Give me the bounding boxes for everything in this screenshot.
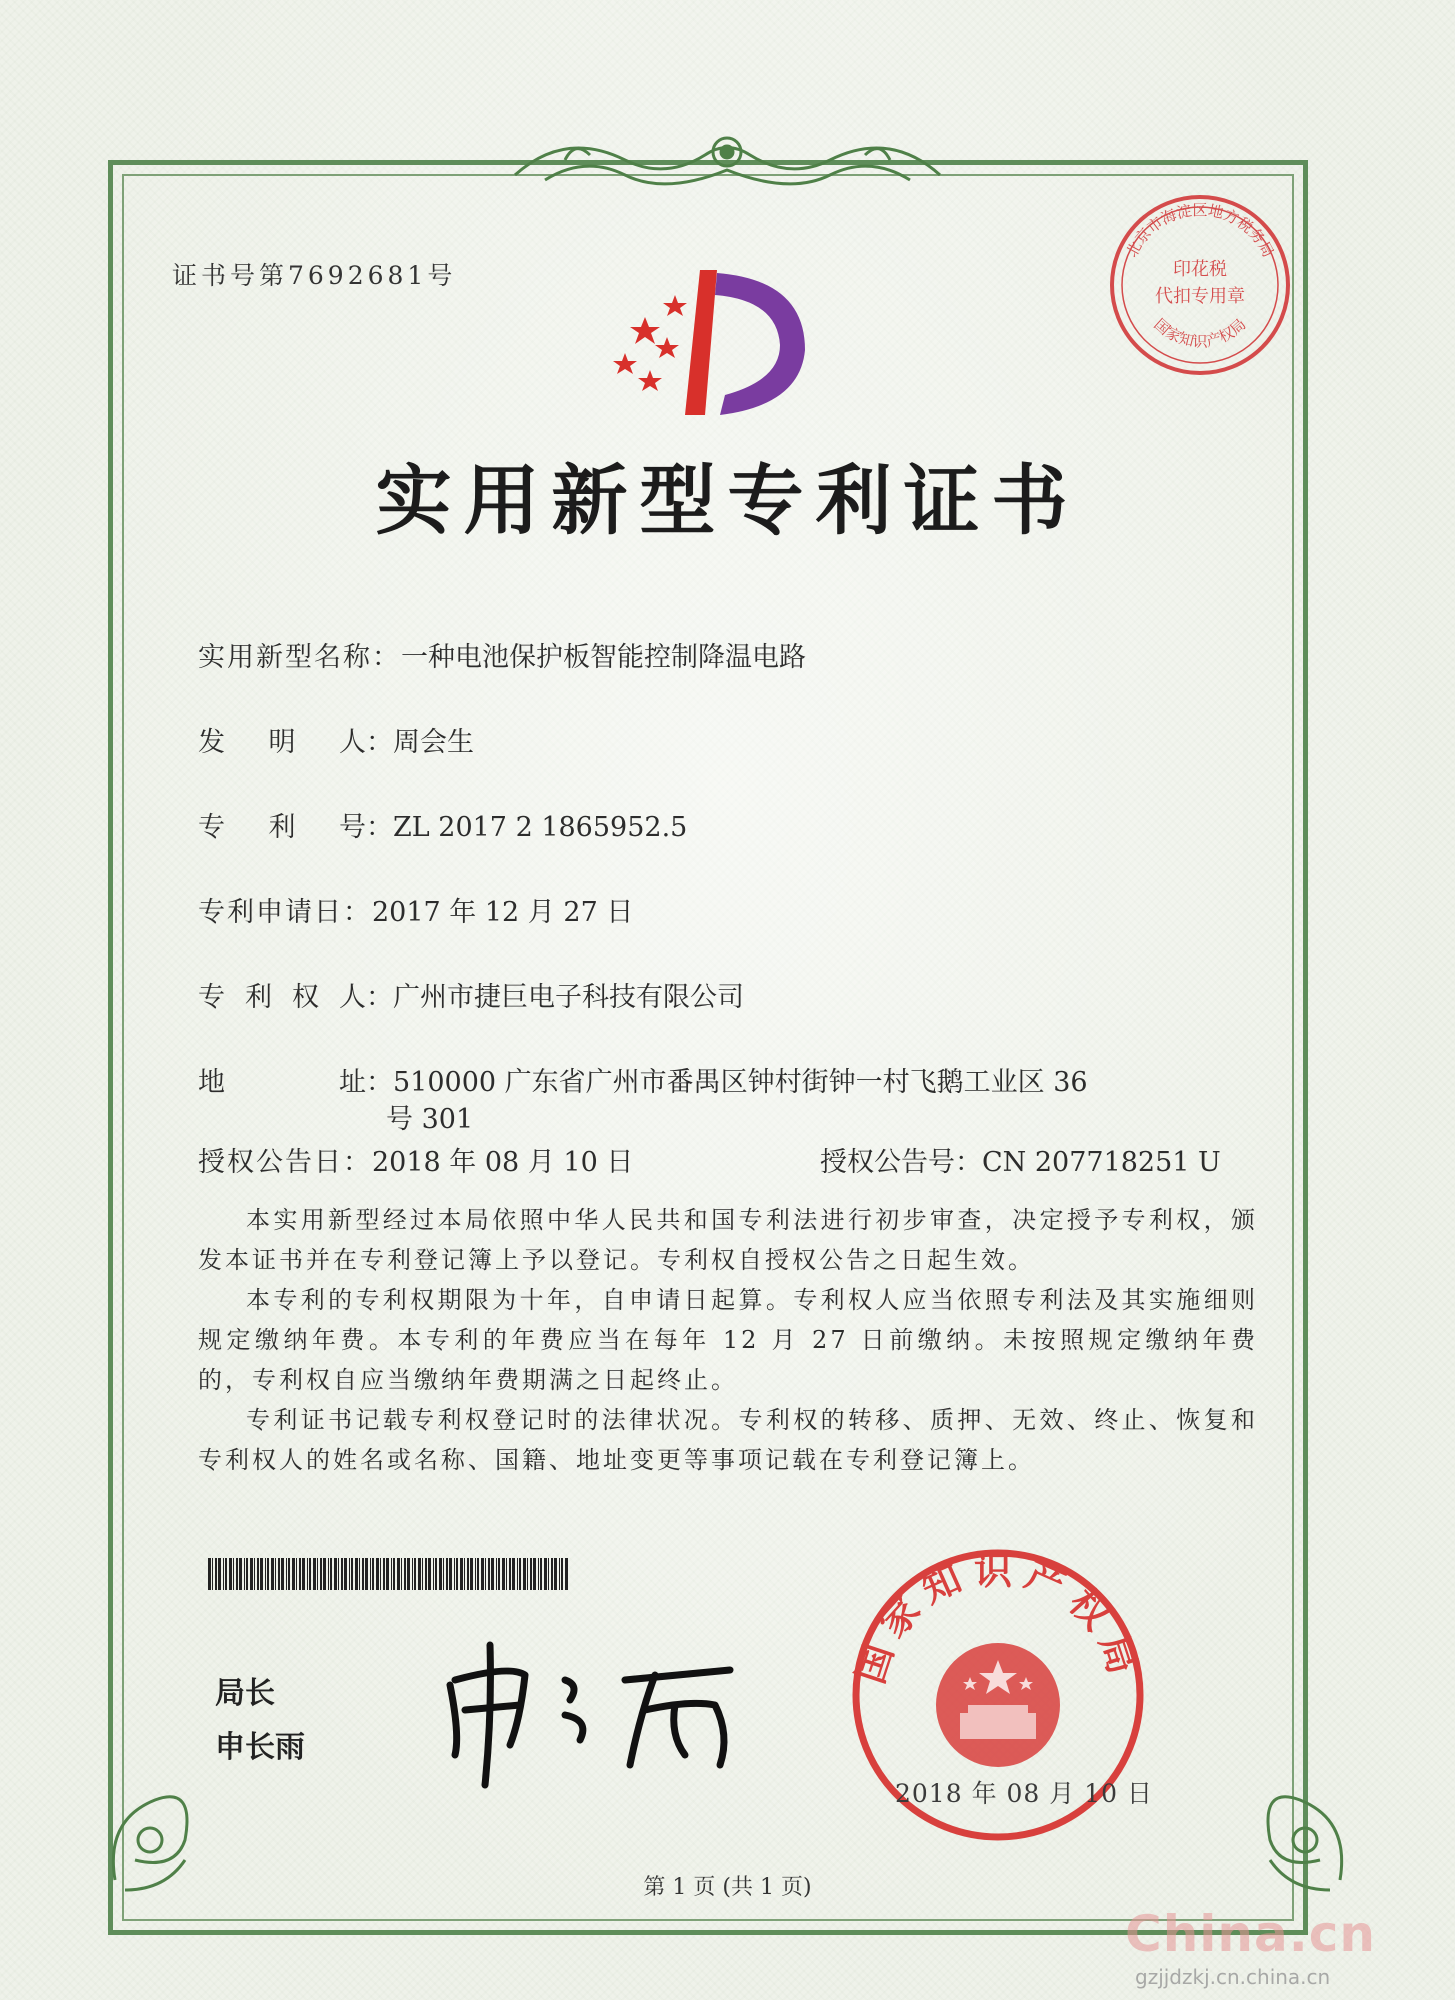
seal-text: 国家知识产权局 [848,1548,1148,1689]
inventor-label-char: 发 [198,727,225,758]
seal-date: 2018 年 08 月 10 日 [895,1779,1153,1808]
grant-date-value: 2018 年 08 月 10 日 [372,1147,634,1178]
patentee-value: 广州市捷巨电子科技有限公司 [393,982,744,1013]
page-number: 第 1 页 (共 1 页) [643,1875,812,1900]
patent-number-label-char: 利 [268,812,296,843]
field-application-date [198,890,633,929]
watermark-url: gzjjdzkj.cn.china.cn [1135,1965,1331,1989]
tax-stamp-line1: 印花税 [1173,259,1227,280]
director-name: 申长雨 [215,1730,305,1765]
national-emblem-icon [936,1643,1060,1767]
grant-publication-label: 授权公告号： [820,1147,982,1178]
patent-number-label [198,805,366,844]
field-patentee: 专 利 权 人 ：广州市捷巨电子科技有限公司 [198,975,744,1014]
barcode [208,1558,568,1590]
grant-publication-value: CN 207718251 U [982,1147,1221,1178]
svg-text:国家知识产权局 [1151,315,1250,350]
certificate-body [198,1200,1258,1480]
patentee-label-char: 专 [198,982,225,1013]
grant-date-label: 授权公告日： [198,1147,372,1178]
tax-stamp [1105,190,1295,380]
body-paragraph: 本实用新型经过本局依照中华人民共和国专利法进行初步审查，决定授予专利权，颁发本证书并在专利登记簿上予以登记。专利权自授权公告之日起生效。 [198,1206,1258,1274]
director-title: 局长 [215,1676,275,1711]
inventor-label [198,720,366,759]
tax-stamp-outer-text: 北京市海淀区地方税务局 [1122,201,1278,261]
inventor-label-char: 明 [268,727,296,758]
patent-number-label-char: 专 [198,812,225,843]
body-paragraph: 本专利的专利权期限为十年，自申请日起算。专利权人应当依照专利法及其实施细则规定缴纳年费。本专利的年费应当在每年 12 月 27 日前缴纳。未按照规定缴纳年费的，专利权自应当缴纳年费期满之日起终止。 [198,1286,1258,1394]
tax-stamp-bottom-text: 国家知识产权局 [1150,315,1250,351]
address-label-char: 地 [198,1067,225,1098]
certificate-number: 证书号第7692681号 [172,261,457,290]
patent-office-logo [605,255,830,430]
patentee-label-char: 权 [292,982,319,1013]
field-grant-publication-number [820,1140,1221,1179]
utility-model-name-label: 实用新型名称： [198,642,401,673]
address-line1: 510000 广东省广州市番禺区钟村街钟一村飞鹅工业区 36 [393,1067,1088,1098]
address-label-char: 址 [339,1067,366,1098]
inventor-label-char: 人 [339,727,366,758]
patent-number-value: ZL 2017 2 1865952.5 [393,812,688,843]
application-date-value: 2017 年 12 月 27 日 [372,897,634,928]
body-paragraph: 专利证书记载专利权登记时的法律状况。专利权的转移、质押、无效、终止、恢复和专利权人的姓名或名称、国籍、地址变更等事项记载在专利登记簿上。 [198,1406,1258,1474]
address-label [198,1060,366,1099]
patentee-label [198,975,366,1014]
patentee-label-char: 人 [339,982,366,1013]
field-inventor: 发 明 人 ：周会生 [198,720,474,759]
patent-number-label-char: 号 [339,812,366,843]
inventor-value: 周会生 [393,727,474,758]
application-date-label: 专利申请日： [198,897,372,928]
field-utility-model-name [198,635,806,674]
field-patent-number: 专 利 号 ：ZL 2017 2 1865952.5 [198,805,687,844]
top-ornament [505,120,950,200]
certificate-title: 实用新型专利证书 [375,456,1080,545]
svg-text:北京市海淀区地方税务局 [1123,201,1278,260]
field-grant-date [198,1140,633,1179]
watermark-brand: China.cn [1125,1905,1376,1963]
utility-model-name-value: 一种电池保护板智能控制降温电路 [401,642,806,673]
tax-stamp-line2: 代扣专用章 [1155,286,1245,307]
address-line2: 号 301 [386,1104,474,1135]
patentee-label-char: 利 [245,982,272,1013]
director-signature [430,1625,750,1795]
field-address: 地 址 ：510000 广东省广州市番禺区钟村街钟一村飞鹅工业区 36 [198,1060,1088,1099]
